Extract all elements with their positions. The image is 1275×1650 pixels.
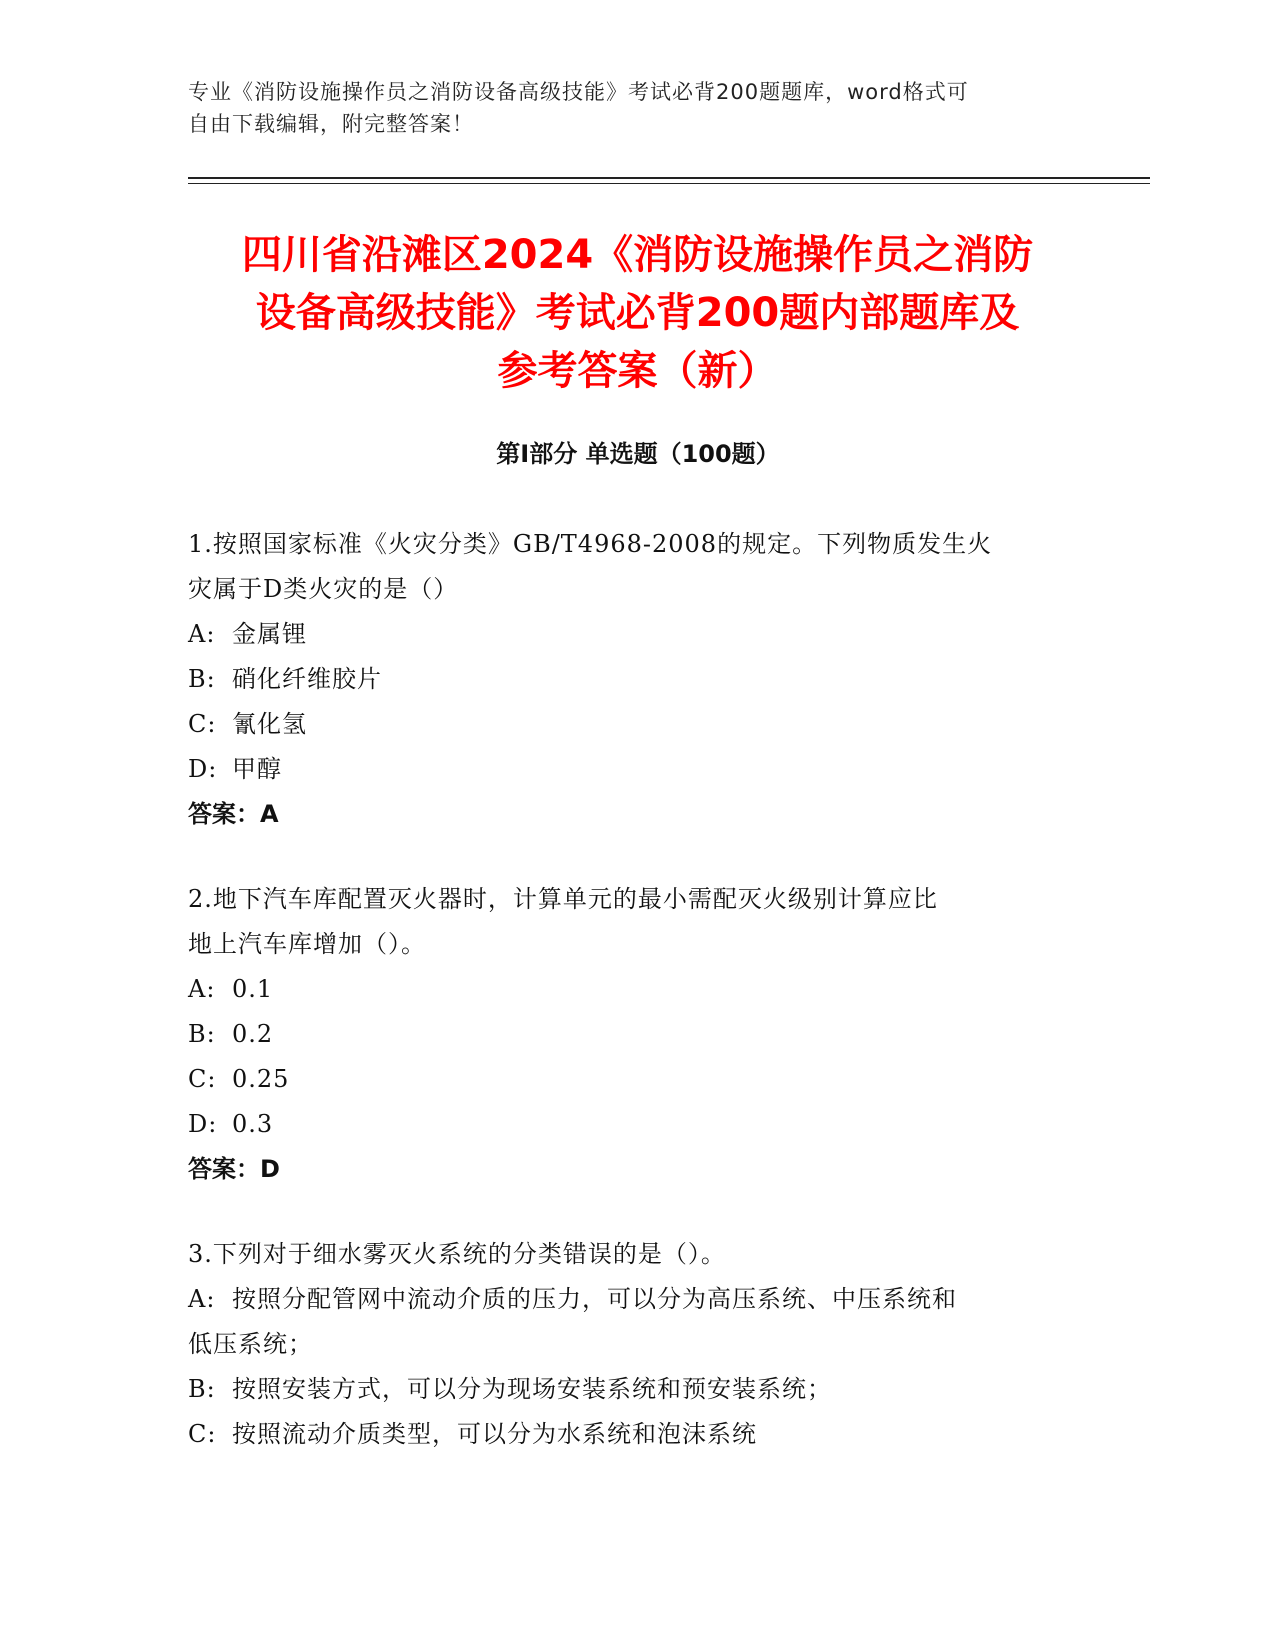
header-note-line-2: 自由下载编辑，附完整答案！ — [188, 112, 474, 136]
question-2-answer: 答案：D — [188, 1155, 280, 1183]
header-note-line-1: 专业《消防设施操作员之消防设备高级技能》考试必背200题题库，word格式可 — [188, 80, 969, 104]
question-2-text-line-2: 地上汽车库增加（）。 — [188, 930, 426, 958]
question-3 — [188, 1232, 1068, 1457]
option-text: 0.3 — [232, 1110, 274, 1138]
question-1-option-a — [188, 612, 1068, 657]
header-divider-thick — [188, 177, 1150, 179]
option-key: A: — [188, 620, 216, 648]
option-text: 按照流动介质类型，可以分为水系统和泡沫系统 — [232, 1420, 757, 1448]
question-1-text-line-2: 灾属于D类火灾的是（） — [188, 575, 459, 603]
option-text: 0.1 — [232, 975, 274, 1003]
option-key: D: — [188, 1110, 218, 1138]
option-text: 0.2 — [232, 1020, 274, 1048]
option-key: C: — [188, 710, 217, 738]
document-title-line-3: 参考答案（新） — [497, 348, 778, 394]
option-text: 硝化纤维胶片 — [232, 665, 382, 693]
option-text: 金属锂 — [232, 620, 307, 648]
option-text: 甲醇 — [232, 755, 282, 783]
question-2 — [188, 877, 1068, 1192]
header-note — [188, 76, 1088, 140]
option-text: 按照安装方式，可以分为现场安装系统和预安装系统； — [232, 1375, 832, 1403]
option-text: 0.25 — [232, 1065, 290, 1093]
question-2-option-d — [188, 1102, 1068, 1147]
question-2-option-b — [188, 1012, 1068, 1057]
question-2-option-c — [188, 1057, 1068, 1102]
question-1-option-c — [188, 702, 1068, 747]
option-text: 氰化氢 — [232, 710, 307, 738]
question-3-option-b — [188, 1367, 1068, 1412]
question-3-option-a — [188, 1277, 1068, 1322]
section-title: 第I部分 单选题（100题） — [496, 440, 780, 468]
question-1 — [188, 522, 1068, 837]
header-divider-thin — [188, 183, 1150, 184]
question-3-text-line-1: 3.下列对于细水雾灭火系统的分类错误的是（）。 — [188, 1240, 726, 1268]
option-key: B: — [188, 665, 216, 693]
document-title — [150, 226, 1125, 400]
question-3-option-c — [188, 1412, 1068, 1457]
document-title-line-2: 设备高级技能》考试必背200题内部题库及 — [255, 290, 1020, 336]
option-key: A: — [188, 975, 216, 1003]
option-key: A: — [188, 1285, 216, 1313]
question-list — [188, 522, 1068, 1497]
question-2-option-a — [188, 967, 1068, 1012]
question-2-text-line-1: 2.地下汽车库配置灭火器时，计算单元的最小需配灭火级别计算应比 — [188, 885, 938, 913]
option-key: D: — [188, 755, 218, 783]
question-1-option-d — [188, 747, 1068, 792]
document-title-line-1: 四川省沿滩区2024《消防设施操作员之消防 — [241, 232, 1034, 278]
question-1-text-line-1: 1.按照国家标准《火灾分类》GB/T4968-2008的规定。下列物质发生火 — [188, 530, 993, 558]
question-1-option-b — [188, 657, 1068, 702]
question-3-option-a-continued: 低压系统； — [188, 1330, 313, 1358]
option-key: B: — [188, 1020, 216, 1048]
option-key: C: — [188, 1420, 217, 1448]
option-key: C: — [188, 1065, 217, 1093]
option-text: 按照分配管网中流动介质的压力，可以分为高压系统、中压系统和 — [232, 1285, 957, 1313]
question-1-answer: 答案：A — [188, 800, 279, 828]
option-key: B: — [188, 1375, 216, 1403]
